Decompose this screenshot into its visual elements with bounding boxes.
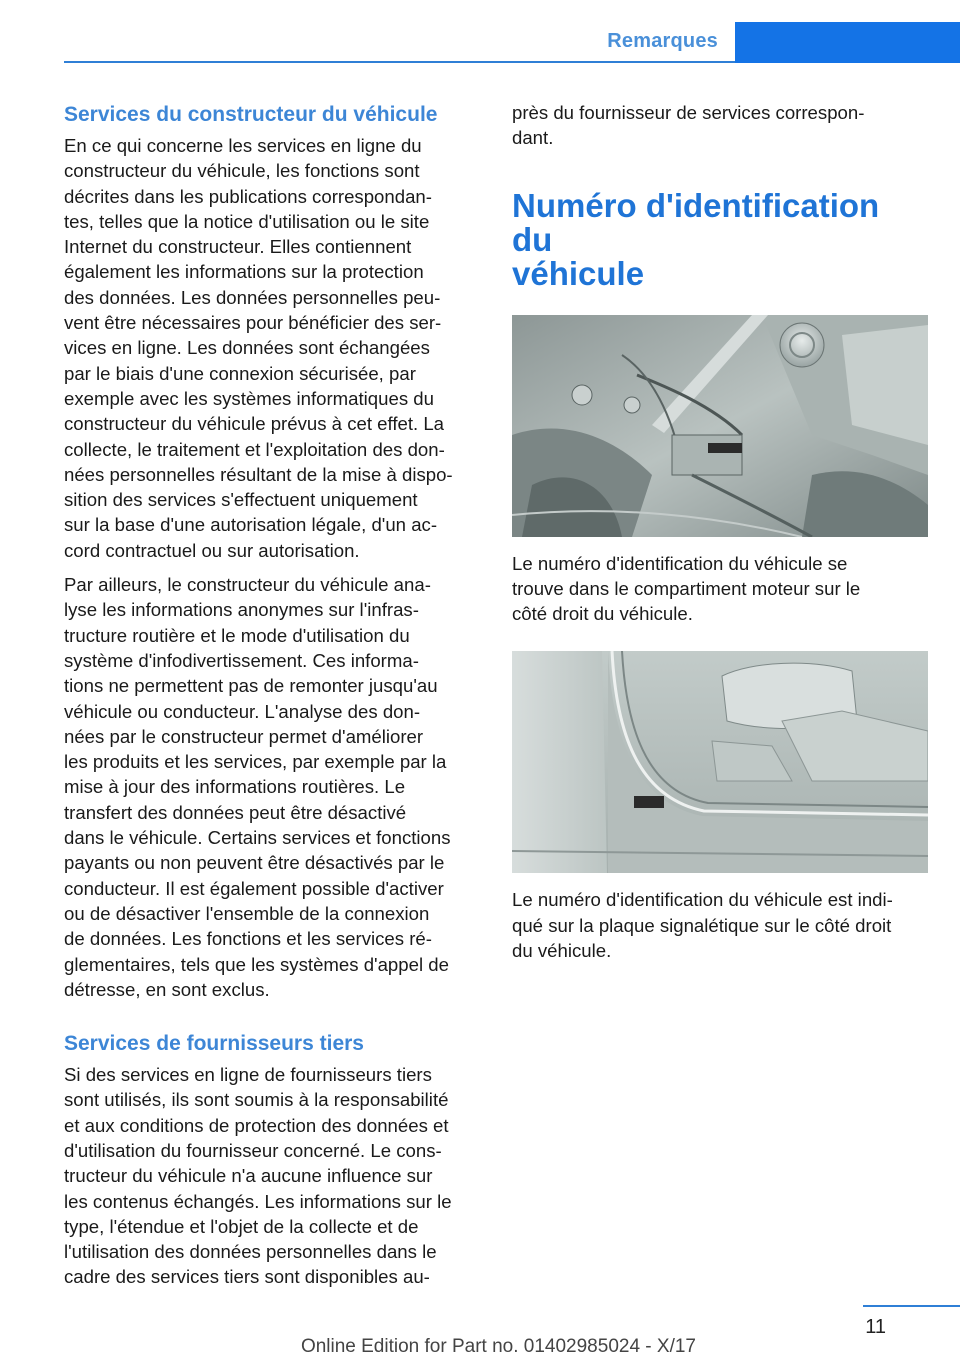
paragraph: Si des services en ligne de fournisseurs tiers sont utilisés, ils sont soumis à la responsabilité et aux conditions de protection des données et d'utilisation du fournisseur concerné. Le cons‐ tructeur du véhicule n'a aucune influence sur les contenus échangés. Les informations sur le type, l'étendue et l'objet de la collecte et de l'utilisation des données personnelles dans le cadre des services tiers sont disponibles au‐ <box>64 1064 452 1288</box>
chapter-title: Numéro d'identification du véhicule <box>512 186 880 292</box>
section-heading-third-party-services: Services de fournisseurs tiers <box>64 1032 364 1056</box>
edition-note: Online Edition for Part no. 01402985024 - X/17 <box>300 1336 696 1357</box>
figure-caption: Le numéro d'identification du véhicule se trouve dans le compartiment moteur sur le côté droit du véhicule. <box>512 552 861 625</box>
engine-compartment-illustration <box>512 315 928 537</box>
header-rule <box>64 61 735 63</box>
paragraph-continuation: près du fournisseur de services correspon‐ dant. <box>512 102 865 149</box>
right-column <box>512 100 928 988</box>
footer-rule <box>863 1305 960 1307</box>
figure-caption: Le numéro d'identification du véhicule est indi‐ qué sur la plaque signalétique sur le côté droit du véhicule. <box>512 889 893 962</box>
section-heading-manufacturer-services: Services du constructeur du véhicule <box>64 103 438 126</box>
door-sill-type-plate-illustration <box>512 651 928 873</box>
header-accent-tab <box>735 22 960 63</box>
paragraph: Par ailleurs, le constructeur du véhicule ana‐ lyse les informations anonymes sur l'infras‐ tructure routière et le mode d'utilisation du système d'infodivertissement. Ces informa‐ tions ne permettent pas de remonter jusqu'au véhicule ou conducteur. L'analyse des don‐ nées par le constructeur permet d'améliorer les produits et les services, par exemple par la mise à jour des informations routières. Le transfert des données peut être désactivé dans le véhicule. Certains services et fonctions payants ou non peuvent être désactivés par le conducteur. Il est également possible d'activer ou de désactiver l'ensemble de la connexion de données. Les fonctions et les services ré‐ glementaires, tels que les systèmes d'appel de détresse, en sont exclus. <box>64 574 451 1000</box>
left-column <box>64 100 480 1299</box>
section-label: Remarques <box>607 30 718 52</box>
page-number: 11 <box>865 1316 886 1338</box>
paragraph: En ce qui concerne les services en ligne du constructeur du véhicule, les fonctions sont décrites dans les publications correspondan‐ tes, telles que la notice d'utilisation ou le site Internet du constructeur. Elles contiennent également les informations sur la protection des données. Les données personnelles peu‐ vent être nécessaires pour bénéficier des ser‐ vices en ligne. Les données sont échangées par le biais d'une connexion sécurisée, par exemple avec les systèmes informatiques du constructeur du véhicule prévus à cet effet. La collecte, le traitement et l'exploitation des don‐ nées personnelles résultant de la mise à dispo‐ sition des services s'effectuent uniquement sur la base d'une autorisation légale, d'un ac‐ cord contractuel ou sur autorisation. <box>64 135 453 561</box>
